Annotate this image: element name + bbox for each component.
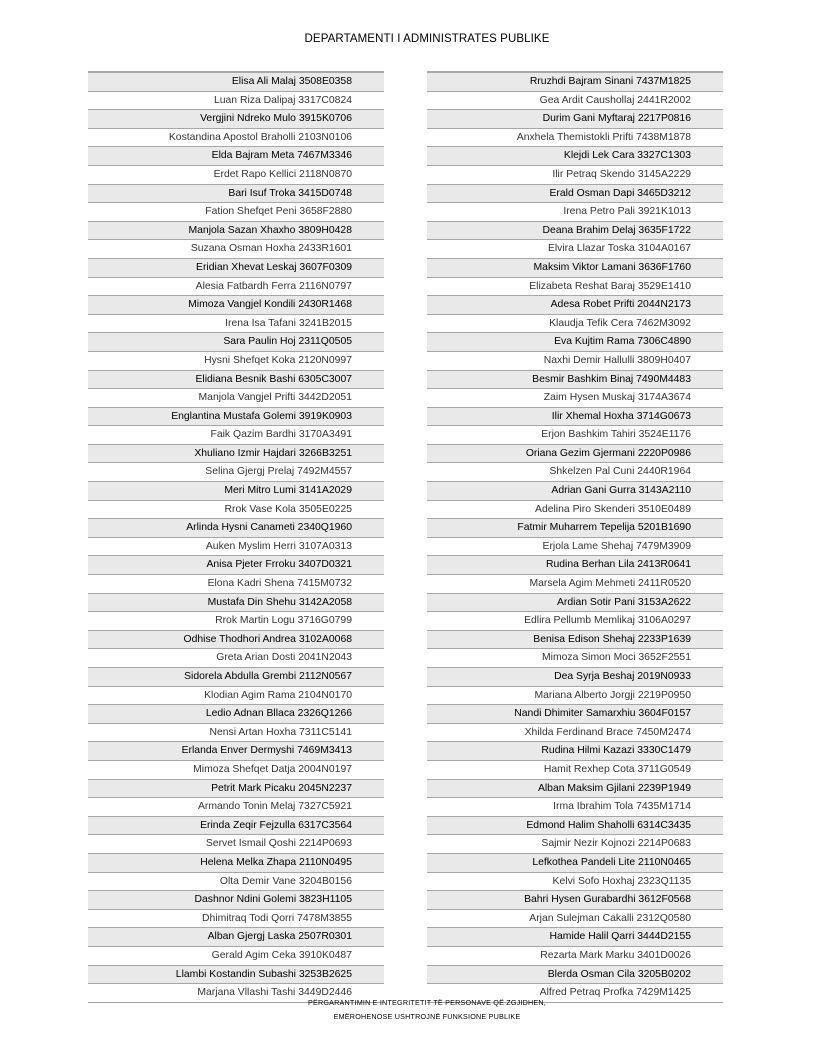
list-item: Xhuliano Izmir Hajdari 3266B3251 [88, 445, 384, 464]
list-item: Naxhi Demir Hallulli 3809H0407 [427, 352, 723, 371]
list-item: Manjola Vangjel Prifti 3442D2051 [88, 389, 384, 408]
list-item: Klodian Agim Rama 2104N0170 [88, 687, 384, 706]
list-item: Nandi Dhimiter Samarxhiu 3604F0157 [427, 705, 723, 724]
list-item: Gea Ardit Caushollaj 2441R2002 [427, 92, 723, 111]
list-item: Arjan Sulejman Cakalli 2312Q0580 [427, 910, 723, 929]
list-item: Durim Gani Myftaraj 2217P0816 [427, 110, 723, 129]
page-footer [0, 996, 816, 1024]
list-item: Elisa Ali Malaj 3508E0358 [88, 73, 384, 92]
list-item: Adesa Robet Prifti 2044N2173 [427, 296, 723, 315]
list-item: Elda Bajram Meta 7467M3346 [88, 147, 384, 166]
list-item: Sajmir Nezir Kojnozi 2214P0683 [427, 835, 723, 854]
list-item: Marjana Vllashi Tashi 3449D2446 [88, 984, 384, 1003]
list-item: Edmond Halim Shaholli 6314C3435 [427, 817, 723, 836]
list-item: Dea Syrja Beshaj 2019N0933 [427, 668, 723, 687]
list-item: Elvira Llazar Toska 3104A0167 [427, 240, 723, 259]
list-item: Mustafa Din Shehu 3142A2058 [88, 594, 384, 613]
footer-line-2: EMËROHENOSE USHTROJNË FUNKSIONE PUBLIKE [333, 1012, 521, 1021]
list-item: Rudina Hilmi Kazazi 3330C1479 [427, 742, 723, 761]
list-item: Besmir Bashkim Binaj 7490M4483 [427, 371, 723, 390]
list-item: Ledio Adnan Bllaca 2326Q1266 [88, 705, 384, 724]
list-item: Dhimitraq Todi Qorri 7478M3855 [88, 910, 384, 929]
list-item: Alban Gjergj Laska 2507R0301 [88, 928, 384, 947]
list-item: Hysni Shefqet Koka 2120N0997 [88, 352, 384, 371]
left-name-list [88, 71, 384, 1003]
list-item: Benisa Edison Shehaj 2233P1639 [427, 631, 723, 650]
list-item: Alban Maksim Gjilani 2239P1949 [427, 780, 723, 799]
list-item: Mariana Alberto Jorgji 2219P0950 [427, 687, 723, 706]
list-item: Adrian Gani Gurra 3143A2110 [427, 482, 723, 501]
list-item: Sara Paulin Hoj 2311Q0505 [88, 333, 384, 352]
page-title: DEPARTAMENTI I ADMINISTRATES PUBLIKE [304, 33, 550, 45]
list-item: Sidorela Abdulla Grembi 2112N0567 [88, 668, 384, 687]
list-item: Ilir Petraq Skendo 3145A2229 [427, 166, 723, 185]
list-item: Elizabeta Reshat Baraj 3529E1410 [427, 278, 723, 297]
list-item: Arlinda Hysni Canameti 2340Q1960 [88, 519, 384, 538]
list-item: Klejdi Lek Cara 3327C1303 [427, 147, 723, 166]
list-item: Blerda Osman Cila 3205B0202 [427, 966, 723, 985]
list-item: Bahri Hysen Gurabardhi 3612F0568 [427, 891, 723, 910]
list-item: Vergjini Ndreko Mulo 3915K0706 [88, 110, 384, 129]
list-item: Eva Kujtim Rama 7306C4890 [427, 333, 723, 352]
list-item: Servet Ismail Qoshi 2214P0693 [88, 835, 384, 854]
list-item: Odhise Thodhori Andrea 3102A0068 [88, 631, 384, 650]
list-item: Mimoza Vangjel Kondili 2430R1468 [88, 296, 384, 315]
list-item: Hamide Halil Qarri 3444D2155 [427, 928, 723, 947]
list-item: Elidiana Besnik Bashi 6305C3007 [88, 371, 384, 390]
list-item: Armando Tonin Melaj 7327C5921 [88, 798, 384, 817]
list-item: Greta Arian Dosti 2041N2043 [88, 649, 384, 668]
list-item: Anxhela Themistokli Prifti 7438M1878 [427, 129, 723, 148]
list-item: Rrok Vase Kola 3505E0225 [88, 501, 384, 520]
list-item: Dashnor Ndini Golemi 3823H1105 [88, 891, 384, 910]
list-item: Anisa Pjeter Frroku 3407D0321 [88, 556, 384, 575]
list-item: Rudina Berhan Lila 2413R0641 [427, 556, 723, 575]
list-item: Erjola Lame Shehaj 7479M3909 [427, 538, 723, 557]
list-item: Zaim Hysen Muskaj 3174A3674 [427, 389, 723, 408]
list-item: Adelina Piro Skenderi 3510E0489 [427, 501, 723, 520]
list-item: Erjon Bashkim Tahiri 3524E1176 [427, 426, 723, 445]
list-item: Bari Isuf Troka 3415D0748 [88, 185, 384, 204]
list-item: Rruzhdi Bajram Sinani 7437M1825 [427, 73, 723, 92]
list-item: Erald Osman Dapi 3465D3212 [427, 185, 723, 204]
list-item: Helena Melka Zhapa 2110N0495 [88, 854, 384, 873]
list-item: Mimoza Simon Moci 3652F2551 [427, 649, 723, 668]
list-item: Maksim Viktor Lamani 3636F1760 [427, 259, 723, 278]
list-item: Selina Gjergj Prelaj 7492M4557 [88, 463, 384, 482]
list-item: Irma Ibrahim Tola 7435M1714 [427, 798, 723, 817]
list-item: Erdet Rapo Kellici 2118N0870 [88, 166, 384, 185]
list-item: Edlira Pellumb Memlikaj 3106A0297 [427, 612, 723, 631]
list-item: Alesia Fatbardh Ferra 2116N0797 [88, 278, 384, 297]
list-item: Faik Qazim Bardhi 3170A3491 [88, 426, 384, 445]
list-item: Marsela Agim Mehmeti 2411R0520 [427, 575, 723, 594]
list-item: Fation Shefqet Peni 3658F2880 [88, 203, 384, 222]
right-name-list [427, 71, 723, 1003]
list-item: Xhilda Ferdinand Brace 7450M2474 [427, 724, 723, 743]
footer-line-1: PËRGARANTIMIN E INTEGRITETIT TË PERSONAVE QË ZGJIDHEN, [307, 998, 547, 1007]
list-item: Auken Myslim Herri 3107A0313 [88, 538, 384, 557]
list-item: Kelvi Sofo Hoxhaj 2323Q1135 [427, 873, 723, 892]
list-item: Erlanda Enver Dermyshi 7469M3413 [88, 742, 384, 761]
list-item: Elona Kadri Shena 7415M0732 [88, 575, 384, 594]
list-item: Eridian Xhevat Leskaj 3607F0309 [88, 259, 384, 278]
list-item: Rezarta Mark Marku 3401D0026 [427, 947, 723, 966]
list-item: Petrit Mark Picaku 2045N2237 [88, 780, 384, 799]
list-item: Alfred Petraq Profka 7429M1425 [427, 984, 723, 1003]
list-item: Fatmir Muharrem Tepelija 5201B1690 [427, 519, 723, 538]
list-item: Klaudja Tefik Cera 7462M3092 [427, 315, 723, 334]
list-item: Ilir Xhemal Hoxha 3714G0673 [427, 408, 723, 427]
list-item: Meri Mitro Lumi 3141A2029 [88, 482, 384, 501]
list-item: Irena Isa Tafani 3241B2015 [88, 315, 384, 334]
list-item: Gerald Agim Ceka 3910K0487 [88, 947, 384, 966]
list-item: Manjola Sazan Xhaxho 3809H0428 [88, 222, 384, 241]
list-item: Lefkothea Pandeli Lite 2110N0465 [427, 854, 723, 873]
list-item: Deana Brahim Delaj 3635F1722 [427, 222, 723, 241]
list-item: Suzana Osman Hoxha 2433R1601 [88, 240, 384, 259]
list-item: Irena Petro Pali 3921K1013 [427, 203, 723, 222]
list-item: Erinda Zeqir Fejzulla 6317C3564 [88, 817, 384, 836]
list-item: Rrok Martin Logu 3716G0799 [88, 612, 384, 631]
list-item: Oriana Gezim Gjermani 2220P0986 [427, 445, 723, 464]
list-item: Olta Demir Vane 3204B0156 [88, 873, 384, 892]
list-item: Nensi Artan Hoxha 7311C5141 [88, 724, 384, 743]
list-item: Kostandina Apostol Braholli 2103N0106 [88, 129, 384, 148]
list-item: Shkelzen Pal Cuni 2440R1964 [427, 463, 723, 482]
list-item: Englantina Mustafa Golemi 3919K0903 [88, 408, 384, 427]
list-item: Ardian Sotir Pani 3153A2622 [427, 594, 723, 613]
list-item: Llambi Kostandin Subashi 3253B2625 [88, 966, 384, 985]
list-item: Hamit Rexhep Cota 3711G0549 [427, 761, 723, 780]
list-item: Luan Riza Dalipaj 3317C0824 [88, 92, 384, 111]
list-item: Mimoza Shefqet Datja 2004N0197 [88, 761, 384, 780]
